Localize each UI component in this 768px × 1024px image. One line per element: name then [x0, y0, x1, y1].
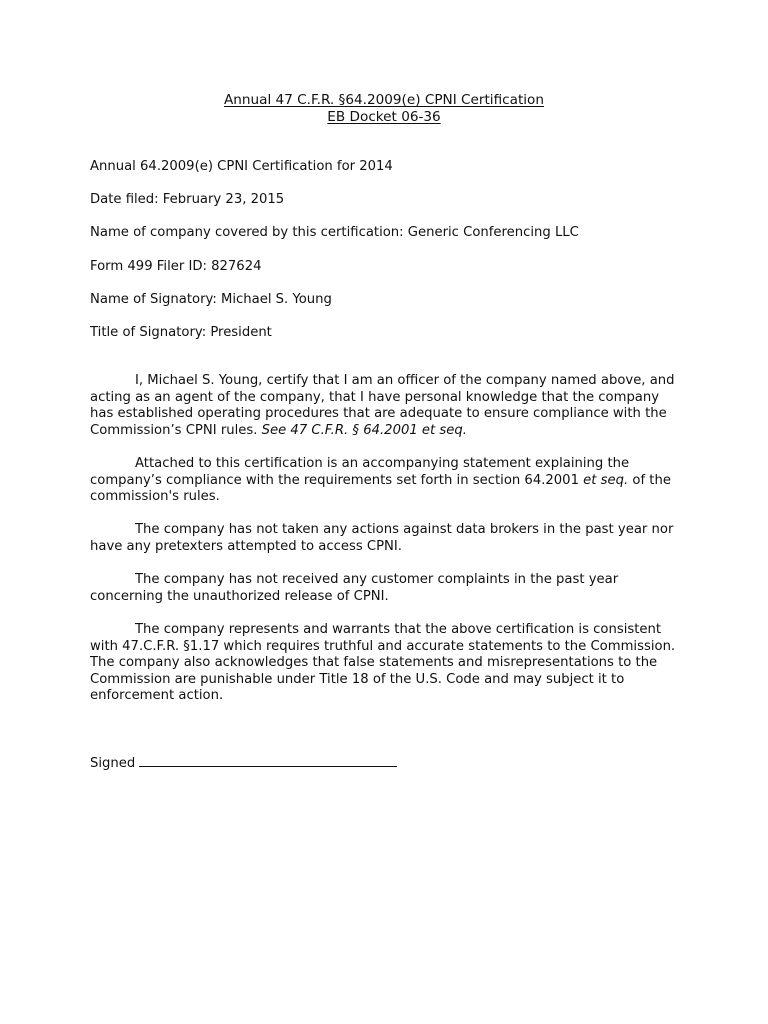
- signature-line: [139, 754, 397, 767]
- representation-paragraph: The company represents and warrants that the above certification is consistent with 47.C.F.R. §1.17 which requires truthful and accurate statements to the Commission. The company also acknowledges that false statements and misrepresentations to the Commission are punishable under Title 18 of the U.S. Code and may subject it to enforcement action.: [90, 622, 676, 704]
- filer-id-line: Form 499 Filer ID: 827624: [90, 259, 262, 274]
- signatory-name-line: Name of Signatory: Michael S. Young: [90, 292, 332, 307]
- signature-block: [90, 754, 397, 772]
- certification-paragraph-text: I, Michael S. Young, certify that I am an officer of the company named above, and acting as an agent of the company, that I have personal knowledge that the company has established operating procedures that are adequate to ensure compliance with the Commission’s CPNI rules.: [90, 373, 675, 438]
- certification-paragraph: [90, 373, 680, 439]
- complaints-paragraph: The company has not received any customer complaints in the past year concerning the unauthorized release of CPNI.: [90, 572, 619, 604]
- attached-statement-text-b: of the commission's rules.: [90, 472, 671, 505]
- attached-statement-citation: et seq.: [583, 472, 629, 488]
- title-line-2: [0, 109, 768, 126]
- data-brokers-paragraph: The company has not taken any actions against data brokers in the past year nor have any pretexters attempted to access CPNI.: [90, 522, 674, 554]
- certification-year-line: Annual 64.2009(e) CPNI Certification for 2014: [90, 159, 393, 174]
- certification-citation: See 47 C.F.R. § 64.2001 et seq.: [261, 422, 467, 438]
- title-line-1: [0, 92, 768, 109]
- document-title: [0, 92, 768, 126]
- company-name-line: Name of company covered by this certification: Generic Conferencing LLC: [90, 225, 579, 240]
- docket-number: EB Docket 06-36: [327, 109, 441, 125]
- title-line-1-text: Annual 47 C.F.R. §64.2009(e) CPNI Certification: [223, 92, 544, 108]
- attached-statement-paragraph: [90, 456, 680, 506]
- date-filed-line: Date filed: February 23, 2015: [90, 192, 285, 207]
- attached-statement-text-a: Attached to this certification is an accompanying statement explaining the company’s compliance with the requirements set forth in section 64.2001: [90, 456, 630, 488]
- signed-label: Signed: [90, 756, 136, 771]
- signatory-title-line: Title of Signatory: President: [90, 325, 272, 340]
